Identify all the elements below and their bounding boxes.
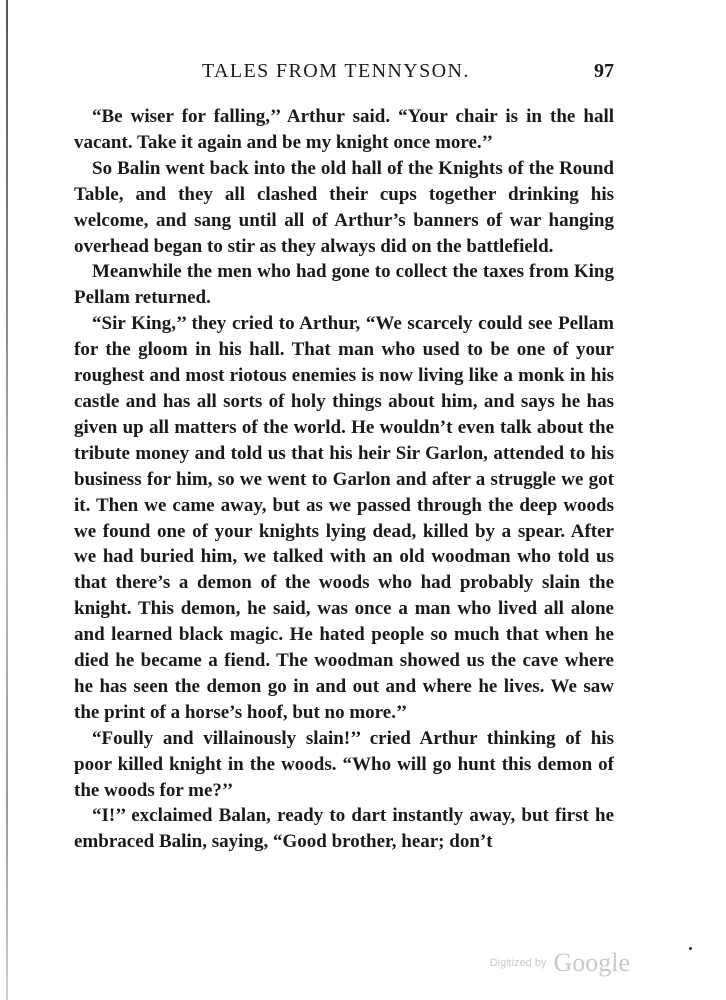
ink-speck (689, 947, 692, 950)
page-binding-edge (6, 0, 8, 1000)
body-text (74, 104, 614, 855)
google-logo: Google (553, 948, 630, 977)
paragraph: “Foully and villainously slain!’’ cried Arthur thinking of his poor killed knight in the woods. “Who will go hunt this demon of the woods for me?’’ (74, 727, 614, 801)
page-number: 97 (594, 60, 614, 82)
paragraph: “I!’’ exclaimed Balan, ready to dart instantly away, but first he embraced Balin, saying, “Good brother, hear; don’t (74, 805, 614, 853)
page-header (74, 60, 614, 88)
paragraph: So Balin went back into the old hall of the Knights of the Round Table, and they all clashed their cups together drinking his welcome, and sang until all of Arthur’s banners of war hanging overhead began to stir as they always did on the battlefield. (74, 157, 614, 257)
paragraph: “Sir King,’’ they cried to Arthur, “We scarcely could see Pellam for the gloom in his hall. That man who used to be one of your roughest and most riotous enemies is now living like a monk in his castle and has all sorts of holy things about him, and says he has given up all matters of the world. He wouldn’t even talk about the tribute money and told us that his heir Sir Garlon, attended to his business for him, so we went to Garlon and after a struggle we got it. Then we came away, but as we passed through the deep woods we found one of your knights lying dead, killed by a spear. After we had buried him, we talked with an old woodman who told us that there’s a demon of the woods who had probably slain the knight. This demon, he said, was once a man who lived all alone and learned black magic. He hated people so much that when he died he became a fiend. The woodman showed us the cave where he has seen the demon go in and out and where he lives. We saw the print of a horse’s hoof, but no more.’’ (74, 313, 614, 723)
running-title: TALES FROM TENNYSON. (202, 60, 470, 82)
watermark-prefix: Digitized by (489, 957, 547, 969)
paragraph: Meanwhile the men who had gone to collect the taxes from King Pellam returned. (74, 261, 614, 309)
paragraph: “Be wiser for falling,’’ Arthur said. “Your chair is in the hall vacant. Take it again and be my knight once more.’’ (74, 106, 614, 153)
digitized-watermark (490, 948, 630, 978)
